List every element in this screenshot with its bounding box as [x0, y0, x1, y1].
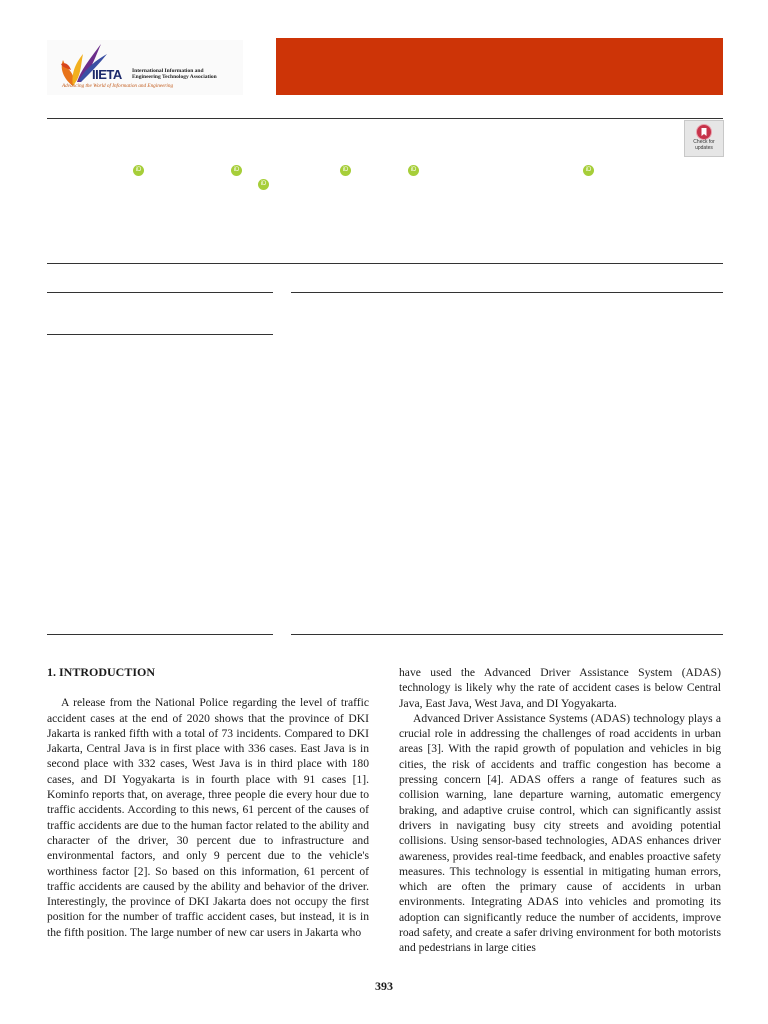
journal-logo: [47, 40, 243, 95]
paragraph-continuation: have used the Advanced Driver Assistance System (ADAS) technology is likely why the rate of accident cases is below Central Java, East Java, West Java, and DI Yogyakarta.: [399, 666, 721, 710]
logo-tagline: Advancing the World of Information and Engineering: [62, 83, 174, 89]
article-info-rule: [47, 292, 273, 293]
logo-org-line1: International Information and: [132, 68, 204, 74]
paragraph: Advanced Driver Assistance Systems (ADAS) technology plays a crucial role in addressing the challenges of road accidents in urban areas [3]. With the rapid growth of population and vehicles in big cities, the risk of accidents and traffic congestion has become a pressing concern [4]. ADAS offers a range of features such as collision warning, lane departure warning, automatic emergency braking, and adaptive cruise control, which can significantly assist drivers in navigating busy city streets and avoiding potential collisions. Using sensor-based technologies, ADAS enhances driver awareness, provides real-time feedback, and enables proactive safety measures. This technology is essential in mitigating human errors, which are often the primary cause of accidents in urban environments. Integrating ADAS into vehicles and promoting its adoption can significantly reduce the number of accidents, improve road safety, and create a safer driving environment for both motorists and pedestrians in large cities: [399, 711, 721, 955]
check-for-updates-label: [685, 140, 723, 151]
keywords-bottom-rule: [47, 634, 273, 635]
logo-org-line2: Engineering Technology Association: [132, 74, 217, 80]
introduction-left-column: [47, 665, 369, 940]
orcid-icon[interactable]: iD: [340, 165, 351, 176]
orcid-icon[interactable]: iD: [408, 165, 419, 176]
header-rule: [47, 118, 723, 119]
check-label-line2: updates: [695, 144, 713, 151]
orcid-icon[interactable]: iD: [231, 165, 242, 176]
logo-name: IIETA: [92, 67, 122, 82]
check-for-updates-badge[interactable]: [684, 120, 724, 157]
section-heading: 1. INTRODUCTION: [47, 665, 156, 679]
orcid-icon[interactable]: iD: [133, 165, 144, 176]
orcid-icon[interactable]: iD: [583, 165, 594, 176]
check-label-line1: Check for: [693, 139, 715, 145]
logo-organization: [132, 68, 217, 80]
introduction-right-column: [399, 665, 721, 956]
page-number: 393: [375, 979, 393, 993]
paragraph: A release from the National Police regarding the level of traffic accident cases at the end of 2020 shows that the province of DKI Jakarta is ranked fifth with a total of 73 incidents. Compared to DKI Jakarta, Central Java is in first place with 336 cases. East Java is in second place with 332 cases, West Java is in third place with 180 cases, and DI Yogyakarta is in fourth place with 91 cases [1]. Kominfo reports that, on average, three people die every hour due to traffic accidents. According to this news, 61 percent of the causes of traffic accidents are due to the human factor related to the ability and character of the driver, 30 percent due to infrastructure and environmental factors, and only 9 percent due to the vehicle's worthiness factor [2]. So based on this information, 61 percent of traffic accidents are caused by the ability and behavior of the driver. Interestingly, the province of DKI Jakarta does not occupy the first position for the number of traffic accident cases, but instead, it is in the fifth position. The large number of new car users in Jakarta who: [47, 696, 369, 939]
affiliation-rule: [47, 263, 723, 264]
bookmark-icon: [696, 124, 712, 140]
orcid-icon[interactable]: iD: [258, 179, 269, 190]
article-info-subrule: [47, 334, 273, 335]
abstract-rule: [291, 292, 723, 293]
abstract-bottom-rule: [291, 634, 723, 635]
journal-banner: [276, 38, 723, 95]
